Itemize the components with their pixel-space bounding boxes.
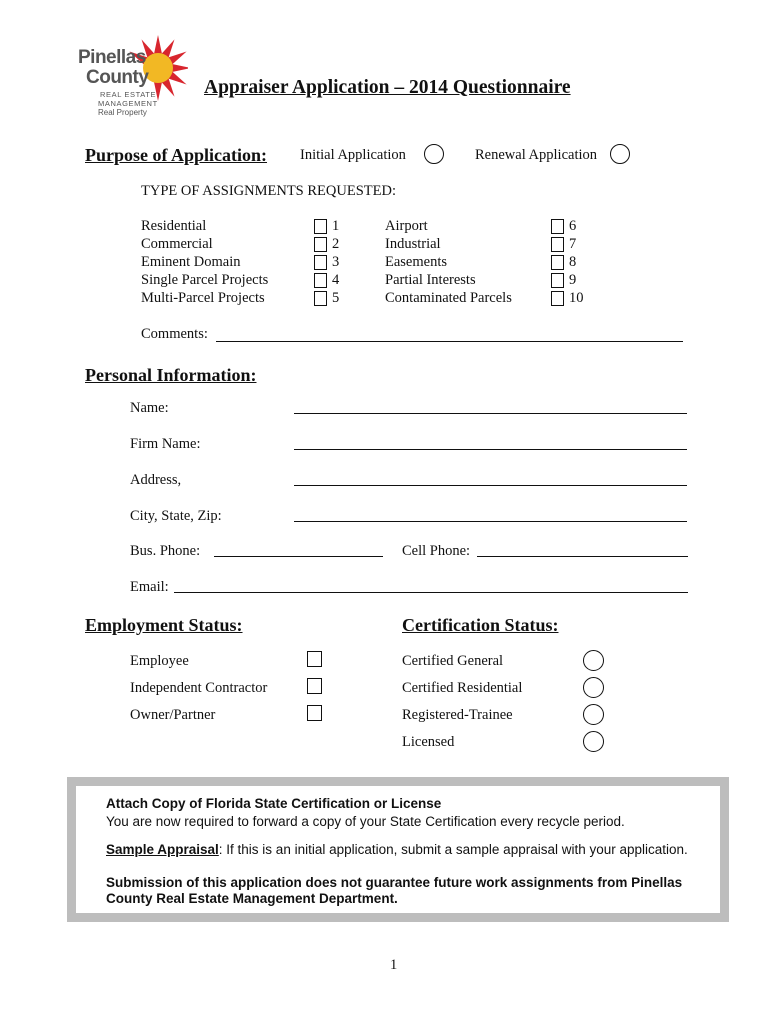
assignment-commercial: Commercial	[141, 236, 213, 252]
firm-name-field[interactable]	[294, 449, 687, 450]
disclaimer-line-1: Submission of this application does not guarantee future work assignments from Pinellas	[106, 875, 683, 890]
logo-line-5: Real Property	[98, 108, 147, 117]
name-field[interactable]	[294, 413, 687, 414]
assignment-checkbox-6[interactable]	[551, 219, 564, 234]
city-state-zip-label: City, State, Zip:	[130, 508, 222, 524]
initial-application-label: Initial Application	[300, 147, 406, 163]
assignment-num-7: 7	[569, 236, 577, 252]
address-field[interactable]	[294, 485, 687, 486]
renewal-application-radio[interactable]	[610, 144, 630, 164]
employment-owner-label: Owner/Partner	[130, 707, 216, 723]
assignment-checkbox-9[interactable]	[551, 273, 564, 288]
assignments-heading: TYPE OF ASSIGNMENTS REQUESTED:	[141, 183, 396, 199]
sample-appraisal-label: Sample Appraisal	[106, 842, 219, 857]
sample-appraisal-desc: : If this is an initial application, submit a sample appraisal with your application.	[218, 842, 688, 857]
email-field[interactable]	[174, 592, 688, 593]
notice-title: Attach Copy of Florida State Certification or License	[106, 796, 442, 811]
assignment-checkbox-3[interactable]	[314, 255, 327, 270]
assignment-industrial: Industrial	[385, 236, 441, 252]
assignment-num-6: 6	[569, 218, 577, 234]
employee-checkbox[interactable]	[307, 651, 322, 667]
notice-line-1: You are now required to forward a copy of your State Certification every recycle period.	[106, 814, 625, 829]
cert-licensed-radio[interactable]	[583, 731, 604, 752]
assignment-num-10: 10	[569, 290, 584, 306]
renewal-application-label: Renewal Application	[475, 147, 598, 163]
comments-field[interactable]	[216, 341, 683, 342]
disclaimer-line-2: County Real Estate Management Department.	[106, 891, 398, 906]
logo	[78, 34, 188, 120]
bus-phone-field[interactable]	[214, 556, 383, 557]
assignment-contaminated-parcels: Contaminated Parcels	[385, 290, 512, 306]
purpose-heading: Purpose of Application:	[85, 145, 268, 165]
sample-appraisal-text	[106, 842, 688, 857]
assignment-checkbox-7[interactable]	[551, 237, 564, 252]
logo-line-3: REAL ESTATE	[100, 90, 157, 99]
assignment-eminent-domain: Eminent Domain	[141, 254, 241, 270]
assignment-num-1: 1	[332, 218, 340, 234]
logo-line-2: County	[86, 67, 149, 88]
cert-general-label: Certified General	[402, 653, 504, 669]
cert-trainee-label: Registered-Trainee	[402, 707, 513, 723]
assignment-checkbox-8[interactable]	[551, 255, 564, 270]
personal-info-heading: Personal Information:	[85, 365, 257, 385]
email-label: Email:	[130, 579, 169, 595]
assignment-easements: Easements	[385, 254, 448, 270]
cert-trainee-radio[interactable]	[583, 704, 604, 725]
firm-name-label: Firm Name:	[130, 436, 201, 452]
assignment-checkbox-1[interactable]	[314, 219, 327, 234]
certification-heading: Certification Status:	[402, 615, 559, 635]
employment-contractor-label: Independent Contractor	[130, 680, 268, 696]
assignment-checkbox-10[interactable]	[551, 291, 564, 306]
assignment-checkbox-5[interactable]	[314, 291, 327, 306]
employment-employee-label: Employee	[130, 653, 189, 669]
address-label: Address,	[130, 472, 182, 488]
logo-line-1: Pinellas	[78, 47, 146, 68]
assignment-partial-interests: Partial Interests	[385, 272, 476, 288]
assignment-num-4: 4	[332, 272, 340, 288]
cert-residential-label: Certified Residential	[402, 680, 523, 696]
page-number: 1	[390, 957, 398, 973]
cert-licensed-label: Licensed	[402, 734, 455, 750]
employment-heading: Employment Status:	[85, 615, 243, 635]
comments-label: Comments:	[141, 326, 208, 342]
owner-partner-checkbox[interactable]	[307, 705, 322, 721]
assignment-num-9: 9	[569, 272, 577, 288]
assignment-multi-parcel: Multi-Parcel Projects	[141, 290, 265, 306]
city-state-zip-field[interactable]	[294, 521, 687, 522]
contractor-checkbox[interactable]	[307, 678, 322, 694]
page-title: Appraiser Application – 2014 Questionnaire	[204, 77, 571, 98]
assignment-airport: Airport	[385, 218, 428, 234]
assignment-single-parcel: Single Parcel Projects	[141, 272, 269, 288]
cell-phone-field[interactable]	[477, 556, 688, 557]
bus-phone-label: Bus. Phone:	[130, 543, 201, 559]
cert-residential-radio[interactable]	[583, 677, 604, 698]
name-label: Name:	[130, 400, 169, 416]
assignment-residential: Residential	[141, 218, 207, 234]
assignment-checkbox-4[interactable]	[314, 273, 327, 288]
assignment-checkbox-2[interactable]	[314, 237, 327, 252]
logo-line-4: MANAGEMENT	[98, 99, 158, 108]
assignment-num-8: 8	[569, 254, 577, 270]
assignment-num-5: 5	[332, 290, 340, 306]
cell-phone-label: Cell Phone:	[402, 543, 471, 559]
assignment-num-2: 2	[332, 236, 340, 252]
cert-general-radio[interactable]	[583, 650, 604, 671]
assignment-num-3: 3	[332, 254, 340, 270]
initial-application-radio[interactable]	[424, 144, 444, 164]
